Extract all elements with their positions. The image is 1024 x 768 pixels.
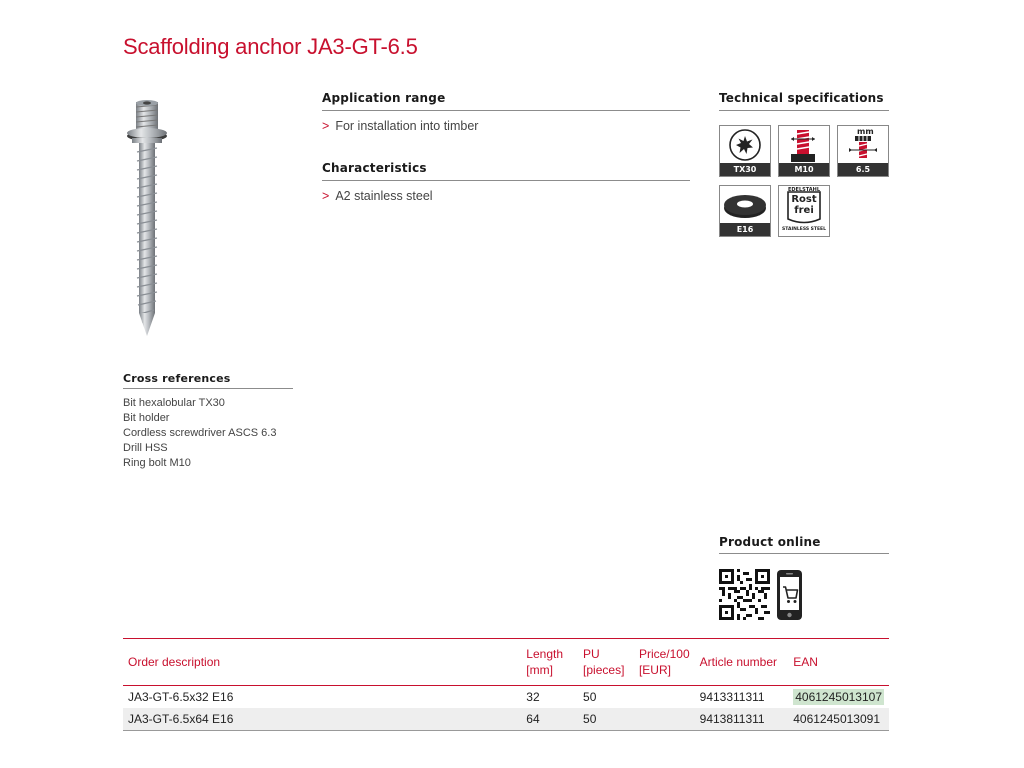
cell-ean: 4061245013091	[793, 712, 880, 726]
table-row	[123, 708, 889, 731]
spec-label: STAINLESS STEEL	[782, 227, 826, 232]
product-online-heading: Product online	[719, 535, 821, 549]
cell-description: JA3-GT-6.5x32 E16	[128, 690, 234, 704]
cell-price	[634, 686, 695, 709]
smartphone-cart-icon	[776, 569, 803, 621]
ean-highlighted[interactable]: 4061245013107	[795, 690, 882, 704]
col-article-number: Article number	[699, 655, 778, 669]
col-price-label: Price/100	[638, 647, 690, 661]
logo-main-text: Rost	[791, 194, 817, 205]
cell-length: 32	[526, 690, 540, 704]
col-order-description: Order description	[128, 655, 221, 669]
col-price	[634, 639, 695, 686]
cross-reference-item[interactable]: Bit hexalobular TX30	[123, 397, 225, 409]
cross-references-divider	[123, 388, 293, 389]
spec-label: M10	[779, 163, 829, 176]
cell-length: 64	[526, 712, 540, 726]
cell-article: 9413311311	[699, 690, 765, 704]
spec-tile-stainless	[778, 185, 830, 237]
qr-code-icon[interactable]	[719, 569, 770, 620]
col-price-unit: [EUR]	[638, 663, 671, 677]
spec-label: TX30	[720, 163, 770, 176]
logo-word-frei: frei	[794, 205, 814, 216]
cell-pu: 50	[583, 690, 597, 704]
washer-icon	[720, 186, 770, 224]
page-title: Scaffolding anchor JA3-GT-6.5	[123, 34, 418, 59]
torx-drive-icon	[720, 126, 770, 164]
cell-price	[634, 708, 695, 731]
cross-references-list	[123, 396, 276, 471]
product-online-divider	[719, 553, 889, 554]
application-range-text: For installation into timber	[335, 119, 479, 133]
characteristics-heading: Characteristics	[322, 161, 427, 175]
technical-specifications-divider	[719, 110, 889, 111]
screw-illustration	[118, 98, 178, 338]
col-length-unit: [mm]	[526, 663, 553, 677]
cross-reference-item[interactable]: Drill HSS	[123, 442, 168, 454]
spec-tile-m10	[778, 125, 830, 177]
col-length	[521, 639, 578, 686]
characteristics-item	[322, 189, 433, 203]
col-length-label: Length	[526, 647, 563, 661]
product-image	[118, 98, 178, 338]
col-pu	[578, 639, 634, 686]
cell-ean	[788, 686, 889, 709]
spec-tile-diameter	[837, 125, 889, 177]
thread-size-icon	[779, 126, 829, 164]
cross-reference-item[interactable]: Bit holder	[123, 412, 170, 424]
qr-code-graphic	[719, 569, 770, 620]
col-ean: EAN	[793, 655, 818, 669]
logo-top-text: EDELSTAHL	[787, 187, 821, 193]
cross-references-heading: Cross references	[123, 372, 231, 385]
cross-reference-item[interactable]: Cordless screwdriver ASCS 6.3	[123, 427, 277, 439]
spec-label: E16	[720, 223, 770, 236]
col-pu-unit: [pieces]	[583, 663, 625, 677]
cell-article: 9413811311	[699, 712, 765, 726]
characteristics-text: A2 stainless steel	[335, 189, 433, 203]
spec-unit: mm	[857, 127, 874, 136]
cell-description: JA3-GT-6.5x64 E16	[128, 712, 234, 726]
application-range-heading: Application range	[322, 91, 446, 105]
mobile-shop-icon[interactable]	[776, 569, 803, 621]
table-row	[123, 686, 889, 709]
application-range-divider	[322, 110, 690, 111]
spec-tile-tx30	[719, 125, 771, 177]
bullet-marker: >	[322, 189, 330, 203]
technical-specifications-heading: Technical specifications	[719, 91, 884, 105]
col-pu-label: PU	[583, 647, 600, 661]
spec-tile-e16	[719, 185, 771, 237]
spec-label: 6.5	[838, 163, 888, 176]
characteristics-divider	[322, 180, 690, 181]
cell-pu: 50	[583, 712, 597, 726]
application-range-item	[322, 119, 478, 133]
order-table	[123, 638, 889, 731]
bullet-marker: >	[322, 119, 330, 133]
order-table-header	[123, 639, 889, 686]
cross-reference-item[interactable]: Ring bolt M10	[123, 457, 191, 469]
